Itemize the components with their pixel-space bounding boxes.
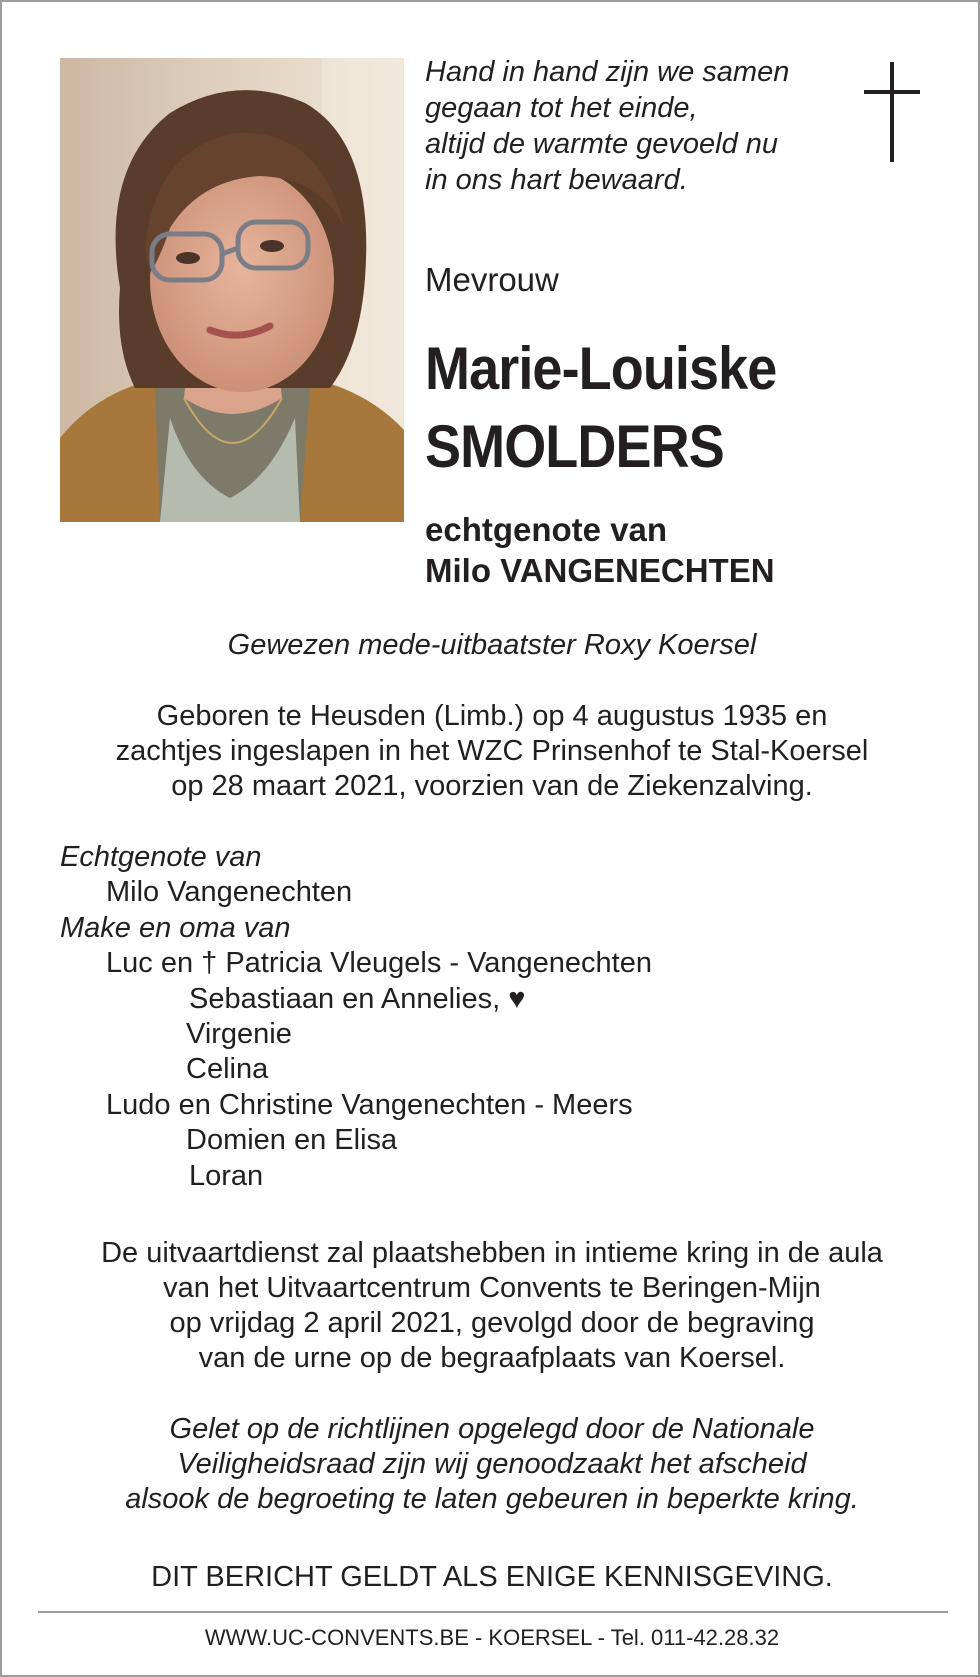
honorific: Mevrouw (425, 261, 559, 298)
family-member: Sebastiaan en Annelies, ♥ (189, 982, 526, 1015)
deceased-name (425, 330, 815, 486)
details-line: zachtjes ingeslapen in het WZC Prinsenhof te Stal-Koersel (115, 735, 869, 767)
latin-cross-icon (864, 62, 920, 162)
covid-line: Veiligheidsraad zijn wij genoodzaakt het afscheid (177, 1448, 807, 1480)
funeral-line: op vrijdag 2 april 2021, gevolgd door de begraving (169, 1307, 815, 1339)
sole-notice (42, 1560, 942, 1595)
family-member: Virgenie (186, 1018, 292, 1051)
last-name: SMOLDERS (425, 413, 724, 480)
covid-line: Gelet op de richtlijnen opgelegd door de Nationale (169, 1413, 815, 1445)
family-member: Celina (186, 1053, 269, 1086)
spouse-block (425, 509, 775, 591)
family-member: Ludo en Christine Vangenechten - Meers (106, 1088, 633, 1121)
details-line: op 28 maart 2021, voorzien van de Ziekenzalving. (171, 770, 813, 802)
birth-death-details (42, 699, 942, 804)
funeral-line: van het Uitvaartcentrum Convents te Beringen-Mijn (163, 1272, 821, 1304)
funeral-line: De uitvaartdienst zal plaatshebben in intieme kring in de aula (101, 1237, 883, 1269)
details-line: Geboren te Heusden (Limb.) op 4 augustus 1935 en (156, 700, 828, 732)
former-role-text: Gewezen mede-uitbaatster Roxy Koersel (227, 629, 757, 661)
portrait-image (60, 58, 404, 522)
family-heading-spouse: Echtgenote van (60, 841, 262, 873)
memorial-poem (425, 54, 789, 198)
sole-notice-text: DIT BERICHT GELDT ALS ENIGE KENNISGEVING. (151, 1561, 833, 1593)
funeral-line: van de urne op de begraafplaats van Koersel. (198, 1342, 786, 1374)
spouse-name: Milo VANGENECHTEN (425, 552, 775, 589)
former-role (42, 628, 942, 663)
first-name: Marie-Louiske (425, 335, 777, 402)
family-member: Luc en † Patricia Vleugels - Vangenechten (106, 947, 652, 980)
portrait-photo (60, 58, 404, 522)
poem-line: Hand in hand zijn we samen (425, 56, 790, 88)
poem-line: altijd de warmte gevoeld nu (425, 128, 779, 160)
spouse-label: echtgenote van (425, 511, 668, 548)
funeral-home-footer: WWW.UC-CONVENTS.BE - KOERSEL - Tel. 011-42.28.32 (204, 1625, 780, 1650)
family-list (60, 840, 652, 1194)
footer-divider (38, 1611, 948, 1613)
poem-line: in ons hart bewaard. (425, 164, 688, 196)
family-heading-children: Make en oma van (60, 911, 291, 944)
covid-line: alsook de begroeting te laten gebeuren in beperkte kring. (125, 1483, 859, 1515)
family-member: Loran (189, 1159, 264, 1192)
family-member: Milo Vangenechten (106, 876, 353, 909)
funeral-details (42, 1236, 942, 1376)
poem-line: gegaan tot het einde, (425, 92, 698, 124)
family-member: Domien en Elisa (186, 1124, 398, 1157)
covid-notice (42, 1412, 942, 1517)
